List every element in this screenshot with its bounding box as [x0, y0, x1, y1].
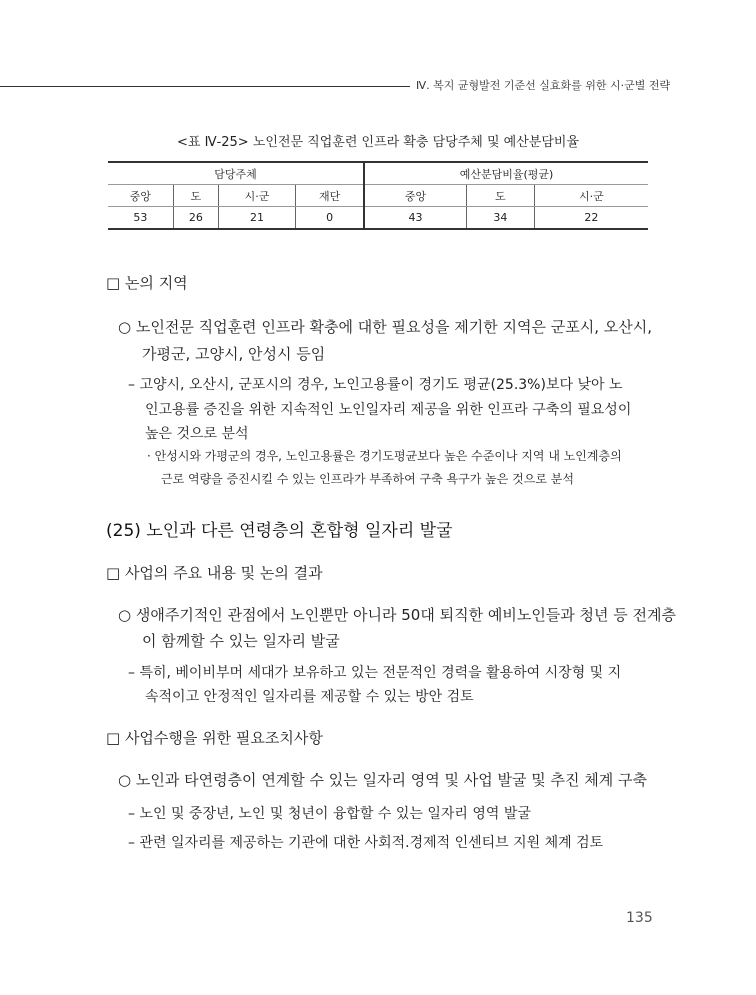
bullet-circle-text: 이 함께할 수 있는 일자리 발굴 — [142, 632, 340, 650]
running-header: Ⅳ. 복지 균형발전 기준선 실효화를 위한 시·군별 전략 — [416, 79, 671, 92]
bullet-circle-text: ○ 노인과 타연령층이 연계할 수 있는 일자리 영역 및 사업 발굴 및 추진 체계 구축 — [118, 771, 648, 789]
column-header: 중앙 — [108, 185, 173, 207]
heading-discussion-region: □ 논의 지역 — [106, 274, 188, 292]
bullet-dash-text: 높은 것으로 분석 — [145, 426, 249, 442]
bullet-dash-text: 인고용률 증진을 위한 지속적인 노인일자리 제공을 위한 인프라 구축의 필요성이 — [145, 402, 632, 418]
table-cell: 26 — [173, 207, 218, 230]
column-header: 시·군 — [218, 185, 295, 207]
page-number: 135 — [626, 910, 653, 926]
table-cell: 0 — [296, 207, 364, 230]
table-cell: 43 — [364, 207, 467, 230]
bullet-circle-text: ○ 노인전문 직업훈련 인프라 확충에 대한 필요성을 제기한 지역은 군포시, 오산시, — [118, 318, 652, 336]
heading-required-measures: □ 사업수행을 위한 필요조치사항 — [106, 729, 323, 747]
column-header: 도 — [467, 185, 535, 207]
column-header: 도 — [173, 185, 218, 207]
header-rule — [0, 86, 410, 87]
heading-main-content: □ 사업의 주요 내용 및 논의 결과 — [106, 564, 323, 582]
bullet-dot-text: 근로 역량을 증진시킬 수 있는 인프라가 부족하여 구축 욕구가 높은 것으로 분석 — [161, 472, 574, 486]
table-group-header-row — [108, 162, 648, 185]
table-cell: 34 — [467, 207, 535, 230]
table-row — [108, 207, 648, 230]
table-cell: 21 — [218, 207, 295, 230]
bullet-circle-text: 가평군, 고양시, 안성시 등임 — [142, 345, 326, 363]
budget-table — [108, 161, 648, 230]
bullet-dash-text: 속적이고 안정적인 일자리를 제공할 수 있는 방안 검토 — [145, 689, 474, 705]
bullet-dash-text: – 노인 및 중장년, 노인 및 청년이 융합할 수 있는 일자리 영역 발굴 — [128, 806, 531, 822]
table-cell: 22 — [534, 207, 648, 230]
bullet-dot-text: · 안성시와 가평군의 경우, 노인고용률은 경기도평균보다 높은 수준이나 지역 내 노인계층의 — [147, 449, 622, 463]
column-header: 재단 — [296, 185, 364, 207]
bullet-dash-text: – 관련 일자리를 제공하는 기관에 대한 사회적.경제적 인센티브 지원 체계 검토 — [128, 835, 604, 851]
table-cell: 53 — [108, 207, 173, 230]
table-column-header-row — [108, 185, 648, 207]
section-title: (25) 노인과 다른 연령층의 혼합형 일자리 발굴 — [106, 521, 453, 541]
column-header: 시·군 — [534, 185, 648, 207]
bullet-dash-text: – 특히, 베이비부머 세대가 보유하고 있는 전문적인 경력을 활용하여 시장형 및 지 — [128, 665, 622, 681]
group-header-budget-ratio: 예산분담비율(평균) — [364, 162, 648, 185]
group-header-responsible: 담당주체 — [108, 162, 364, 185]
table-caption: <표 Ⅳ-25> 노인전문 직업훈련 인프라 확충 담당주체 및 예산분담비율 — [176, 135, 580, 150]
bullet-dash-text: – 고양시, 오산시, 군포시의 경우, 노인고용률이 경기도 평균(25.3%)보다 낮아 노 — [128, 377, 623, 393]
column-header: 중앙 — [364, 185, 467, 207]
bullet-circle-text: ○ 생애주기적인 관점에서 노인뿐만 아니라 50대 퇴직한 예비노인들과 청년 등 전계층 — [118, 606, 677, 624]
